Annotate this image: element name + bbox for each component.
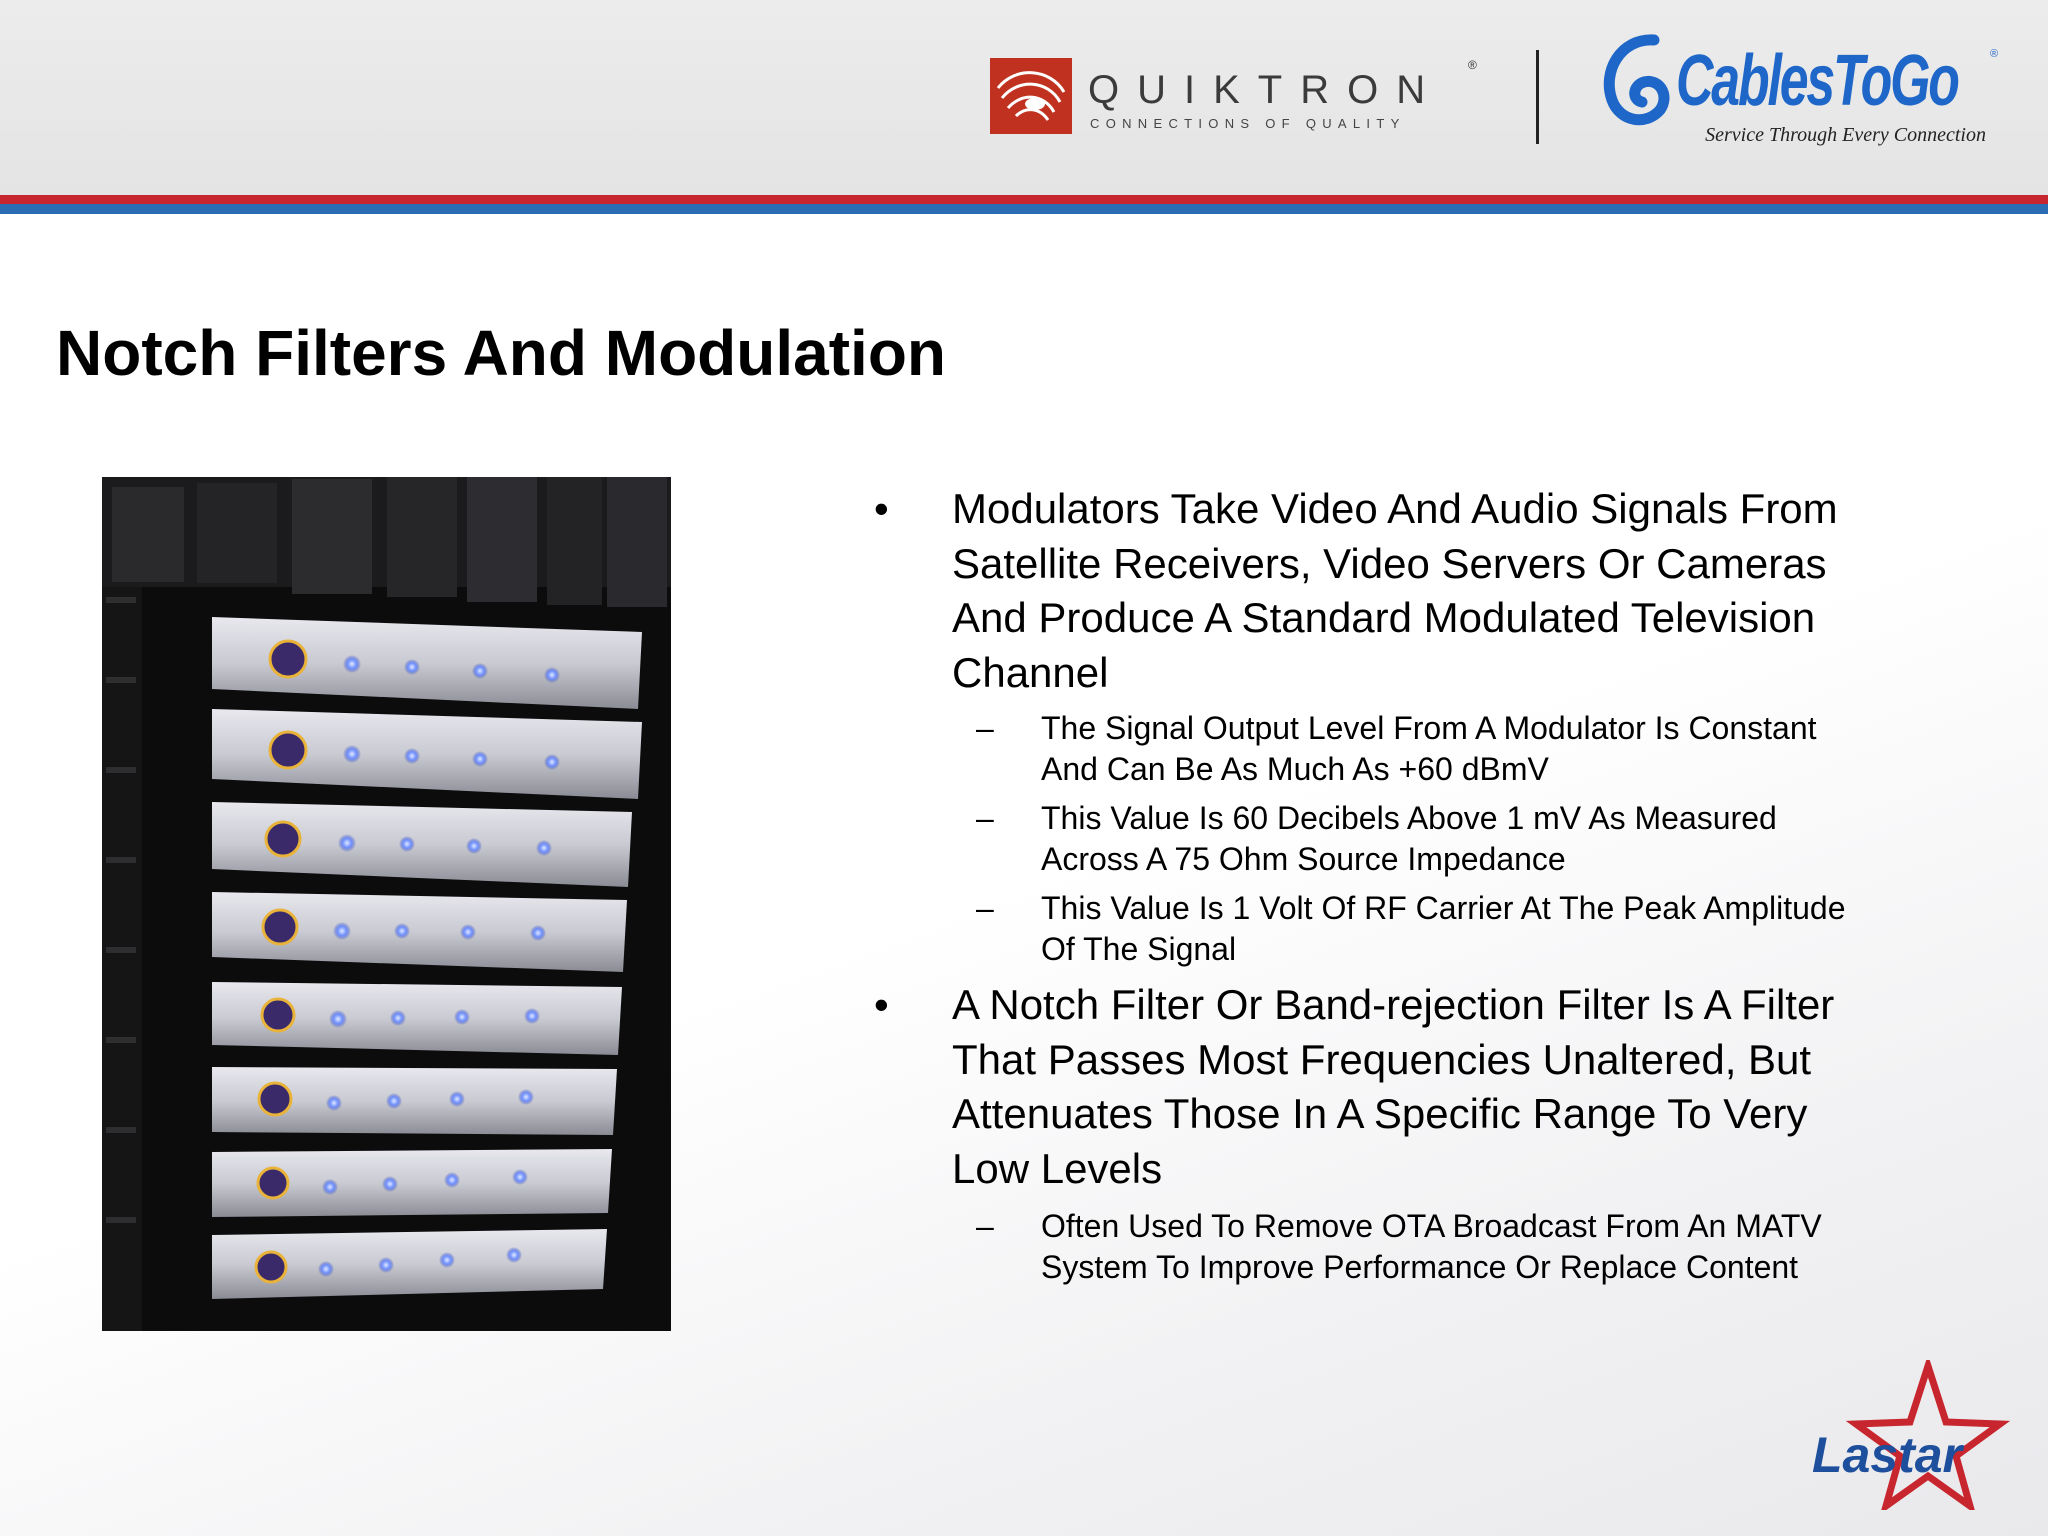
bullet-item [870, 978, 1870, 1196]
header-stripe-red [0, 195, 2048, 204]
bullet-list [870, 482, 1870, 1288]
sub-bullet-item [870, 1206, 1870, 1288]
bullet-item [870, 482, 1870, 700]
sub-bullet-text: This Value Is 1 Volt Of RF Carrier At The Peak Amplitude Of The Signal [1041, 890, 1846, 967]
slide-title: Notch Filters And Modulation [56, 317, 946, 389]
cablestogo-wordmark: CablesToGo [1676, 41, 1958, 121]
quiktron-registered-mark: ® [1468, 58, 1477, 72]
sub-bullet-marker: – [976, 890, 994, 926]
quiktron-tagline: CONNECTIONS OF QUALITY [1090, 116, 1406, 131]
cablestogo-registered-mark: ® [1990, 48, 1999, 60]
quiktron-mark-icon [990, 58, 1072, 134]
sub-bullet-item [870, 798, 1870, 880]
logo-divider [1536, 50, 1539, 144]
cablestogo-tagline: Service Through Every Connection [1705, 124, 1986, 146]
sub-bullet-marker: – [976, 1208, 994, 1244]
bullet-text: Modulators Take Video And Audio Signals From Satellite Receivers, Video Servers Or Cameras And Produce A Standard Modulated Television Channel [952, 485, 1838, 696]
modulator-rack-photo [102, 477, 671, 1331]
cablestogo-swirl-icon [1598, 34, 1674, 130]
lastar-logo [1800, 1360, 2010, 1510]
modulator-rack-illustration [102, 477, 671, 1331]
sub-bullet-item [870, 888, 1870, 970]
sub-bullet-text: This Value Is 60 Decibels Above 1 mV As Measured Across A 75 Ohm Source Impedance [1041, 800, 1777, 877]
sub-bullet-item [870, 708, 1870, 790]
lastar-wordmark: Lastar [1812, 1427, 1965, 1483]
sub-bullet-text: Often Used To Remove OTA Broadcast From An MATV System To Improve Performance Or Replace Content [1041, 1208, 1822, 1285]
sub-bullet-marker: – [976, 800, 994, 836]
quiktron-logo [990, 58, 1480, 138]
quiktron-wordmark: QUIKTRON [1088, 68, 1444, 112]
lastar-star-icon [1800, 1360, 2010, 1510]
bullet-text: A Notch Filter Or Band-rejection Filter Is A Filter That Passes Most Frequencies Unaltered, But Attenuates Those In A Specific Range To Very Low Levels [952, 981, 1835, 1192]
bullet-marker: • [874, 485, 889, 532]
bullet-marker: • [874, 981, 889, 1028]
cablestogo-logo [1598, 30, 1998, 150]
sub-bullet-marker: – [976, 710, 994, 746]
header-stripe-blue [0, 204, 2048, 214]
sub-bullet-text: The Signal Output Level From A Modulator Is Constant And Can Be As Much As +60 dBmV [1041, 710, 1817, 787]
